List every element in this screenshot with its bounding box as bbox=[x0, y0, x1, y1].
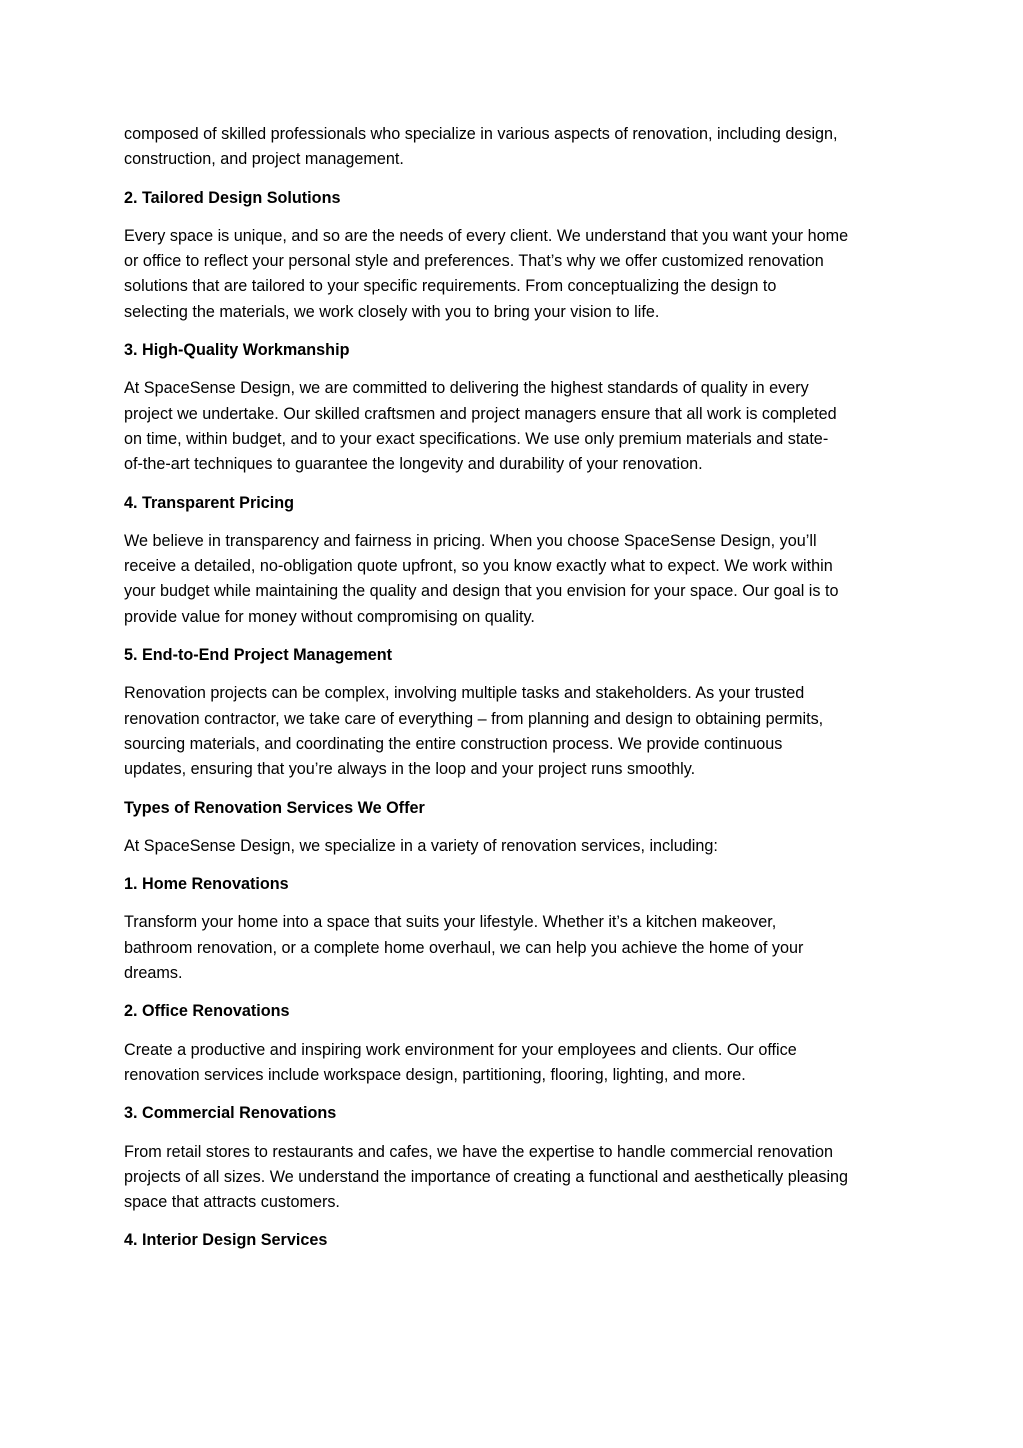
section-heading bbox=[124, 338, 914, 363]
body-paragraph bbox=[124, 910, 914, 986]
paragraph-line: space that attracts customers. bbox=[124, 1193, 340, 1212]
paragraph-line: on time, within budget, and to your exact specifications. We use only premium materials and state- bbox=[124, 429, 829, 448]
body-paragraph bbox=[124, 376, 914, 477]
body-paragraph bbox=[124, 834, 914, 859]
heading-text: 4. Transparent Pricing bbox=[124, 493, 295, 512]
section-heading bbox=[124, 491, 914, 516]
paragraph-line: Every space is unique, and so are the needs of every client. We understand that you want your home bbox=[124, 226, 849, 245]
section-heading bbox=[124, 796, 914, 821]
paragraph-line: provide value for money without compromising on quality. bbox=[124, 607, 535, 626]
paragraph-line: Create a productive and inspiring work environment for your employees and clients. Our office bbox=[124, 1040, 797, 1059]
paragraph-line: dreams. bbox=[124, 964, 183, 983]
paragraph-line: We believe in transparency and fairness in pricing. When you choose SpaceSense Design, you’ll bbox=[124, 531, 817, 550]
paragraph-line: of-the-art techniques to guarantee the longevity and durability of your renovation. bbox=[124, 455, 703, 474]
paragraph-line: sourcing materials, and coordinating the entire construction process. We provide continuous bbox=[124, 734, 783, 753]
paragraph-line: solutions that are tailored to your specific requirements. From conceptualizing the design to bbox=[124, 277, 777, 296]
body-paragraph bbox=[124, 1140, 914, 1216]
heading-text: 1. Home Renovations bbox=[124, 875, 289, 894]
section-heading bbox=[124, 999, 914, 1024]
body-paragraph bbox=[124, 529, 914, 630]
body-paragraph bbox=[124, 1038, 914, 1089]
paragraph-line: composed of skilled professionals who specialize in various aspects of renovation, including design, bbox=[124, 125, 838, 143]
document-page bbox=[124, 122, 914, 1267]
paragraph-line: From retail stores to restaurants and cafes, we have the expertise to handle commercial renovation bbox=[124, 1142, 834, 1161]
body-paragraph bbox=[124, 681, 914, 782]
paragraph-line: bathroom renovation, or a complete home overhaul, we can help you achieve the home of your bbox=[124, 938, 804, 957]
section-heading bbox=[124, 1228, 914, 1253]
section-heading bbox=[124, 186, 914, 211]
paragraph-line: your budget while maintaining the quality and design that you envision for your space. Our goal is to bbox=[124, 582, 839, 601]
paragraph-line: At SpaceSense Design, we are committed to delivering the highest standards of quality in every bbox=[124, 379, 809, 398]
paragraph-line: Renovation projects can be complex, involving multiple tasks and stakeholders. As your trusted bbox=[124, 684, 805, 703]
heading-text: 2. Tailored Design Solutions bbox=[124, 188, 341, 207]
paragraph-line: project we undertake. Our skilled craftsmen and project managers ensure that all work is completed bbox=[124, 404, 837, 423]
paragraph-line: updates, ensuring that you’re always in the loop and your project runs smoothly. bbox=[124, 760, 696, 779]
heading-text: 4. Interior Design Services bbox=[124, 1231, 328, 1250]
heading-text: 3. High-Quality Workmanship bbox=[124, 341, 350, 360]
heading-text: Types of Renovation Services We Offer bbox=[124, 798, 425, 817]
paragraph-line: receive a detailed, no-obligation quote upfront, so you know exactly what to expect. We work within bbox=[124, 557, 833, 576]
paragraph-line: At SpaceSense Design, we specialize in a variety of renovation services, including: bbox=[124, 836, 718, 855]
body-paragraph bbox=[124, 224, 914, 325]
section-heading bbox=[124, 643, 914, 668]
paragraph-line: Transform your home into a space that suits your lifestyle. Whether it’s a kitchen makeover, bbox=[124, 913, 777, 932]
heading-text: 5. End-to-End Project Management bbox=[124, 646, 393, 665]
heading-text: 2. Office Renovations bbox=[124, 1002, 290, 1021]
section-heading bbox=[124, 1101, 914, 1126]
paragraph-line: renovation services include workspace design, partitioning, flooring, lighting, and more. bbox=[124, 1065, 746, 1084]
paragraph-line: selecting the materials, we work closely with you to bring your vision to life. bbox=[124, 302, 660, 321]
paragraph-line: renovation contractor, we take care of everything – from planning and design to obtaining permits, bbox=[124, 709, 824, 728]
section-heading bbox=[124, 872, 914, 897]
body-paragraph bbox=[124, 122, 914, 173]
heading-text: 3. Commercial Renovations bbox=[124, 1104, 337, 1123]
paragraph-line: or office to reflect your personal style and preferences. That’s why we offer customized renovation bbox=[124, 252, 824, 271]
paragraph-line: construction, and project management. bbox=[124, 150, 404, 169]
paragraph-line: projects of all sizes. We understand the importance of creating a functional and aesthetically pleasing bbox=[124, 1167, 849, 1186]
